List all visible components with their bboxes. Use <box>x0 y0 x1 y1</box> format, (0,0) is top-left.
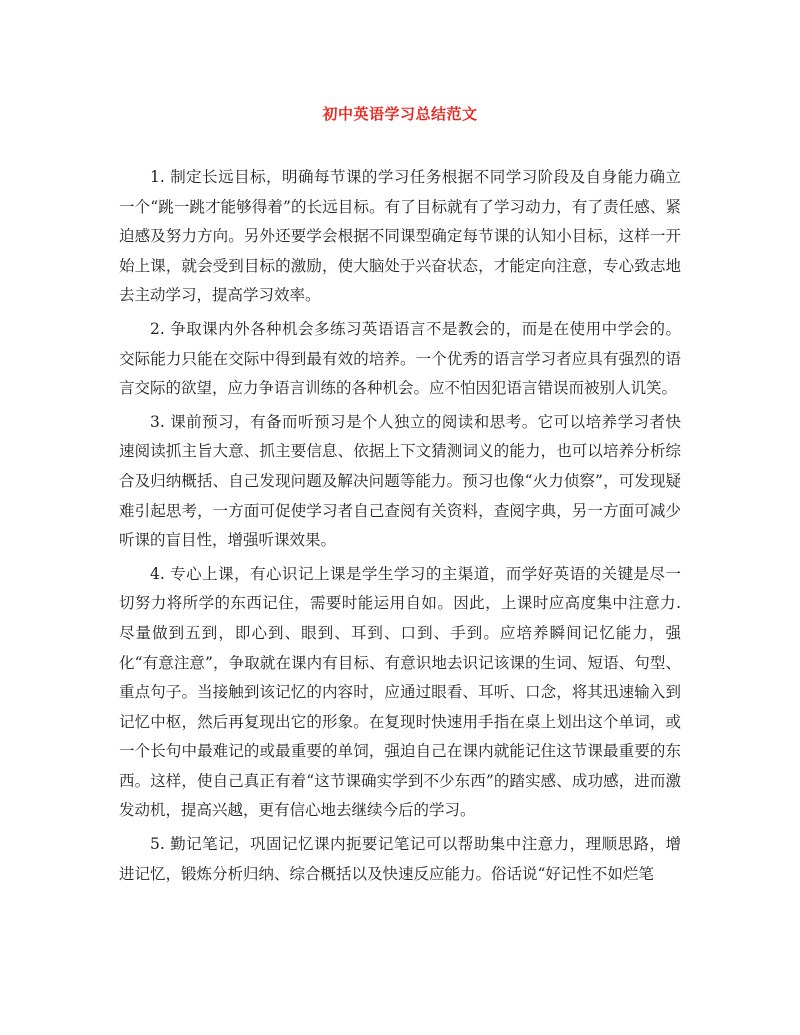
paragraph-4: 4. 专心上课，有心识记上课是学生学习的主渠道，而学好英语的关键是尽一切努力将所学的东西记住，需要时能运用自如。因此，上课时应高度集中注意力.尽量做到五到，即心到、眼到、耳到、口到、手到。应培养瞬间记忆能力，强化“有意注意”，争取就在课内有目标、有意识地去识记该课的生词、短语、句型、重点句子。当接触到该记忆的内容时，应通过眼看、耳听、口念，将其迅速输入到记忆中枢，然后再复现出它的形象。在复现时快速用手指在桌上划出这个单词，或一个长句中最难记的或最重要的单饲，强迫自己在课内就能记住这节课最重要的东西。这样，使自己真正有着“这节课确实学到不少东西”的踏实感、成功感，进而激发动机，提高兴越，更有信心地去继续今后的学习。 <box>119 564 681 820</box>
document-body <box>119 163 681 893</box>
paragraph-1: 1. 制定长远目标，明确每节课的学习任务根据不同学习阶段及自身能力确立一个“跳一跳才能够得着”的长远目标。有了目标就有了学习动力，有了责任感、紧迫感及努力方向。另外还要学会根据不同课型确定每节课的认知小目标，这样一开始上课，就会受到目标的激励，使大脑处于兴奋状态，才能定向注意，专心致志地去主动学习，提高学习效率。 <box>119 168 681 305</box>
document-title: 初中英语学习总结范文 <box>322 105 478 123</box>
paragraph-3: 3. 课前预习，有备而听预习是个人独立的阅读和思考。它可以培养学习者快速阅读抓主旨大意、抓主要信息、依据上下文猜测词义的能力，也可以培养分析综合及归纳概括、自己发现问题及解决问题等能力。预习也像“火力侦察”，可发现疑难引起思考，一方面可促使学习者自己查阅有关资料，查阅字典，另一方面可减少听课的盲目性，增强听课效果。 <box>119 412 681 550</box>
paragraph-5: 5. 勤记笔记，巩固记忆课内扼要记笔记可以帮助集中注意力，理顺思路，增进记忆，锻炼分析归纳、综合概括以及快速反应能力。俗话说“好记性不如烂笔 <box>119 835 681 883</box>
paragraph-2: 2. 争取课内外各种机会多练习英语语言不是教会的，而是在使用中学会的。交际能力只能在交际中得到最有效的培养。一个优秀的语言学习者应具有强烈的语言交际的欲望，应力争语言训练的各种机会。应不怕因犯语言错误而被别人讥笑。 <box>119 319 681 398</box>
